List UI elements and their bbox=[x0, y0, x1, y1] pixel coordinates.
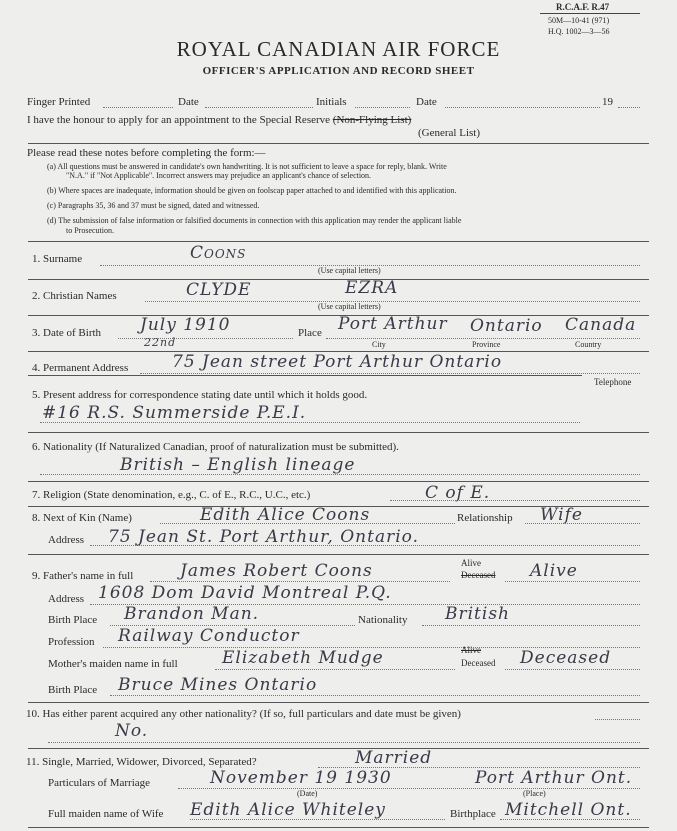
surname-hint: (Use capital letters) bbox=[318, 266, 381, 275]
divider bbox=[28, 554, 649, 555]
apply-statement bbox=[27, 114, 411, 126]
parent-nationality-label: 10. Has either parent acquired any other nationality? (If so, full particulars and date must be given) bbox=[26, 708, 461, 720]
note-d: (d) The submission of false information or falsified documents in connection with this application may render the applicant liable bbox=[47, 216, 462, 225]
initials-label: Initials bbox=[316, 96, 347, 108]
kin-address-value: 75 Jean St. Port Arthur, Ontario. bbox=[108, 527, 419, 547]
next-of-kin-value: Edith Alice Coons bbox=[200, 505, 371, 525]
blank bbox=[326, 338, 640, 339]
general-list: (General List) bbox=[418, 127, 480, 139]
note-b: (b) Where spaces are inadequate, information should be given on foolscap paper attached to and identified with this application. bbox=[47, 186, 457, 195]
father-name-value: James Robert Coons bbox=[180, 561, 373, 581]
divider bbox=[28, 375, 582, 376]
mother-name-value: Elizabeth Mudge bbox=[222, 648, 384, 668]
father-nationality-value: British bbox=[445, 604, 510, 624]
permanent-address-value: 75 Jean street Port Arthur Ontario bbox=[172, 352, 503, 372]
marriage-date-value: November 19 1930 bbox=[210, 768, 392, 788]
blank bbox=[205, 107, 313, 108]
dob-day: 22nd bbox=[144, 336, 177, 349]
marital-status-label: 11. Single, Married, Widower, Divorced, Separated? bbox=[26, 756, 257, 768]
blank bbox=[505, 581, 640, 582]
relationship-label: Relationship bbox=[457, 512, 513, 524]
divider bbox=[28, 432, 649, 433]
father-nationality-label: Nationality bbox=[358, 614, 408, 626]
marriage-place-value: Port Arthur Ont. bbox=[475, 768, 633, 788]
mother-name-label: Mother's maiden name in full bbox=[48, 658, 178, 670]
permanent-address-label: 4. Permanent Address bbox=[32, 362, 129, 374]
place-label: Place bbox=[298, 327, 322, 339]
kin-address-label: Address bbox=[48, 534, 85, 546]
form-title: ROYAL CANADIAN AIR FORCE bbox=[176, 37, 501, 61]
birth-country: Canada bbox=[565, 315, 637, 335]
present-address-label: 5. Present address for correspondence stating date until which it holds good. bbox=[32, 389, 368, 401]
surname-label: 1. Surname bbox=[32, 253, 83, 265]
profession-label: Profession bbox=[48, 636, 95, 648]
blank bbox=[178, 788, 640, 789]
mother-birthplace-value: Bruce Mines Ontario bbox=[118, 675, 318, 695]
note-d-cont: to Prosecution. bbox=[66, 226, 114, 235]
hq-code: H.Q. 1002—3—56 bbox=[548, 27, 610, 36]
blank bbox=[215, 669, 455, 670]
divider bbox=[28, 143, 649, 144]
divider bbox=[28, 241, 649, 242]
nationality-value: British – English lineage bbox=[120, 455, 356, 475]
blank bbox=[103, 107, 173, 108]
date-hint: (Date) bbox=[297, 789, 318, 798]
present-address-value: #16 R.S. Summerside P.E.I. bbox=[42, 403, 307, 423]
divider bbox=[28, 748, 649, 749]
christian-names-hint: (Use capital letters) bbox=[318, 302, 381, 311]
place-hint: (Place) bbox=[523, 789, 546, 798]
blank bbox=[150, 581, 450, 582]
father-address-value: 1608 Dom David Montreal P.Q. bbox=[98, 583, 392, 603]
father-status-value: Alive bbox=[530, 561, 578, 581]
notes-intro: Please read these notes before completing the form:— bbox=[27, 147, 266, 159]
birth-city: Port Arthur bbox=[338, 314, 448, 334]
nationality-label: 6. Nationality (If Naturalized Canadian, proof of naturalization must be submitted). bbox=[32, 441, 399, 453]
wife-birthplace-label: Birthplace bbox=[450, 808, 496, 820]
divider bbox=[28, 279, 649, 280]
marriage-particulars-label: Particulars of Marriage bbox=[48, 777, 151, 789]
province-label: Province bbox=[472, 340, 501, 349]
blank bbox=[505, 669, 640, 670]
deceased-option: Deceased bbox=[461, 570, 496, 580]
deceased-option-mother: Deceased bbox=[461, 658, 496, 668]
marital-status-value: Married bbox=[355, 748, 433, 768]
alive-option: Alive bbox=[461, 558, 481, 568]
form-code: R.C.A.F. R.47 bbox=[556, 2, 610, 12]
dob-label: 3. Date of Birth bbox=[32, 327, 102, 339]
print-code: 50M—10-41 (971) bbox=[548, 16, 610, 25]
dob-value: July 1910 bbox=[140, 315, 231, 335]
date-label: Date bbox=[178, 96, 199, 108]
form-subtitle: OFFICER'S APPLICATION AND RECORD SHEET bbox=[202, 65, 475, 77]
blank bbox=[445, 107, 600, 108]
divider bbox=[540, 13, 640, 14]
wife-birthplace-value: Mitchell Ont. bbox=[505, 800, 632, 820]
first-name-value: CLYDE bbox=[186, 280, 252, 300]
next-of-kin-label: 8. Next of Kin (Name) bbox=[32, 512, 132, 524]
blank bbox=[355, 107, 410, 108]
country-label: Country bbox=[575, 340, 602, 349]
wife-name-label: Full maiden name of Wife bbox=[48, 808, 164, 820]
divider bbox=[28, 827, 649, 828]
divider bbox=[28, 702, 649, 703]
finger-printed-label: Finger Printed bbox=[27, 96, 91, 108]
apply-text: I have the honour to apply for an appointment to the Special Reserve bbox=[27, 114, 331, 126]
christian-names-label: 2. Christian Names bbox=[32, 290, 117, 302]
blank bbox=[595, 719, 640, 720]
father-birthplace-label: Birth Place bbox=[48, 614, 98, 626]
mother-status-value: Deceased bbox=[520, 648, 612, 668]
father-address-label: Address bbox=[48, 593, 85, 605]
relationship-value: Wife bbox=[540, 505, 583, 525]
father-birthplace-value: Brandon Man. bbox=[124, 604, 260, 624]
struck-list: (Non-Flying List) bbox=[332, 114, 412, 126]
telephone-label: Telephone bbox=[594, 377, 632, 387]
year-label: 19 bbox=[602, 96, 613, 108]
note-a: (a) All questions must be answered in candidate's own handwriting. It is not sufficient to leave a space for reply, blank. Write bbox=[47, 162, 447, 171]
wife-name-value: Edith Alice Whiteley bbox=[190, 800, 386, 820]
blank bbox=[145, 301, 640, 302]
blank bbox=[618, 107, 640, 108]
note-a-cont: "N.A." if "Not Applicable". Incorrect answers may prejudice an applicant's chance of selection. bbox=[66, 171, 372, 180]
divider bbox=[28, 481, 649, 482]
blank bbox=[422, 625, 640, 626]
date-label-2: Date bbox=[416, 96, 437, 108]
surname-value: Coons bbox=[190, 243, 247, 263]
blank bbox=[140, 373, 640, 374]
religion-value: C of E. bbox=[425, 483, 491, 503]
parent-nationality-value: No. bbox=[115, 721, 149, 741]
profession-value: Railway Conductor bbox=[118, 626, 300, 646]
alive-option-mother: Alive bbox=[461, 645, 481, 655]
father-name-label: 9. Father's name in full bbox=[32, 570, 134, 582]
note-c: (c) Paragraphs 35, 36 and 37 must be signed, dated and witnessed. bbox=[47, 201, 260, 210]
city-label: City bbox=[372, 340, 386, 349]
religion-label: 7. Religion (State denomination, e.g., C. of E., R.C., U.C., etc.) bbox=[32, 489, 311, 501]
second-name-value: EZRA bbox=[345, 278, 399, 298]
mother-birthplace-label: Birth Place bbox=[48, 684, 98, 696]
blank bbox=[48, 742, 640, 743]
blank bbox=[110, 695, 640, 696]
birth-province: Ontario bbox=[470, 316, 543, 336]
